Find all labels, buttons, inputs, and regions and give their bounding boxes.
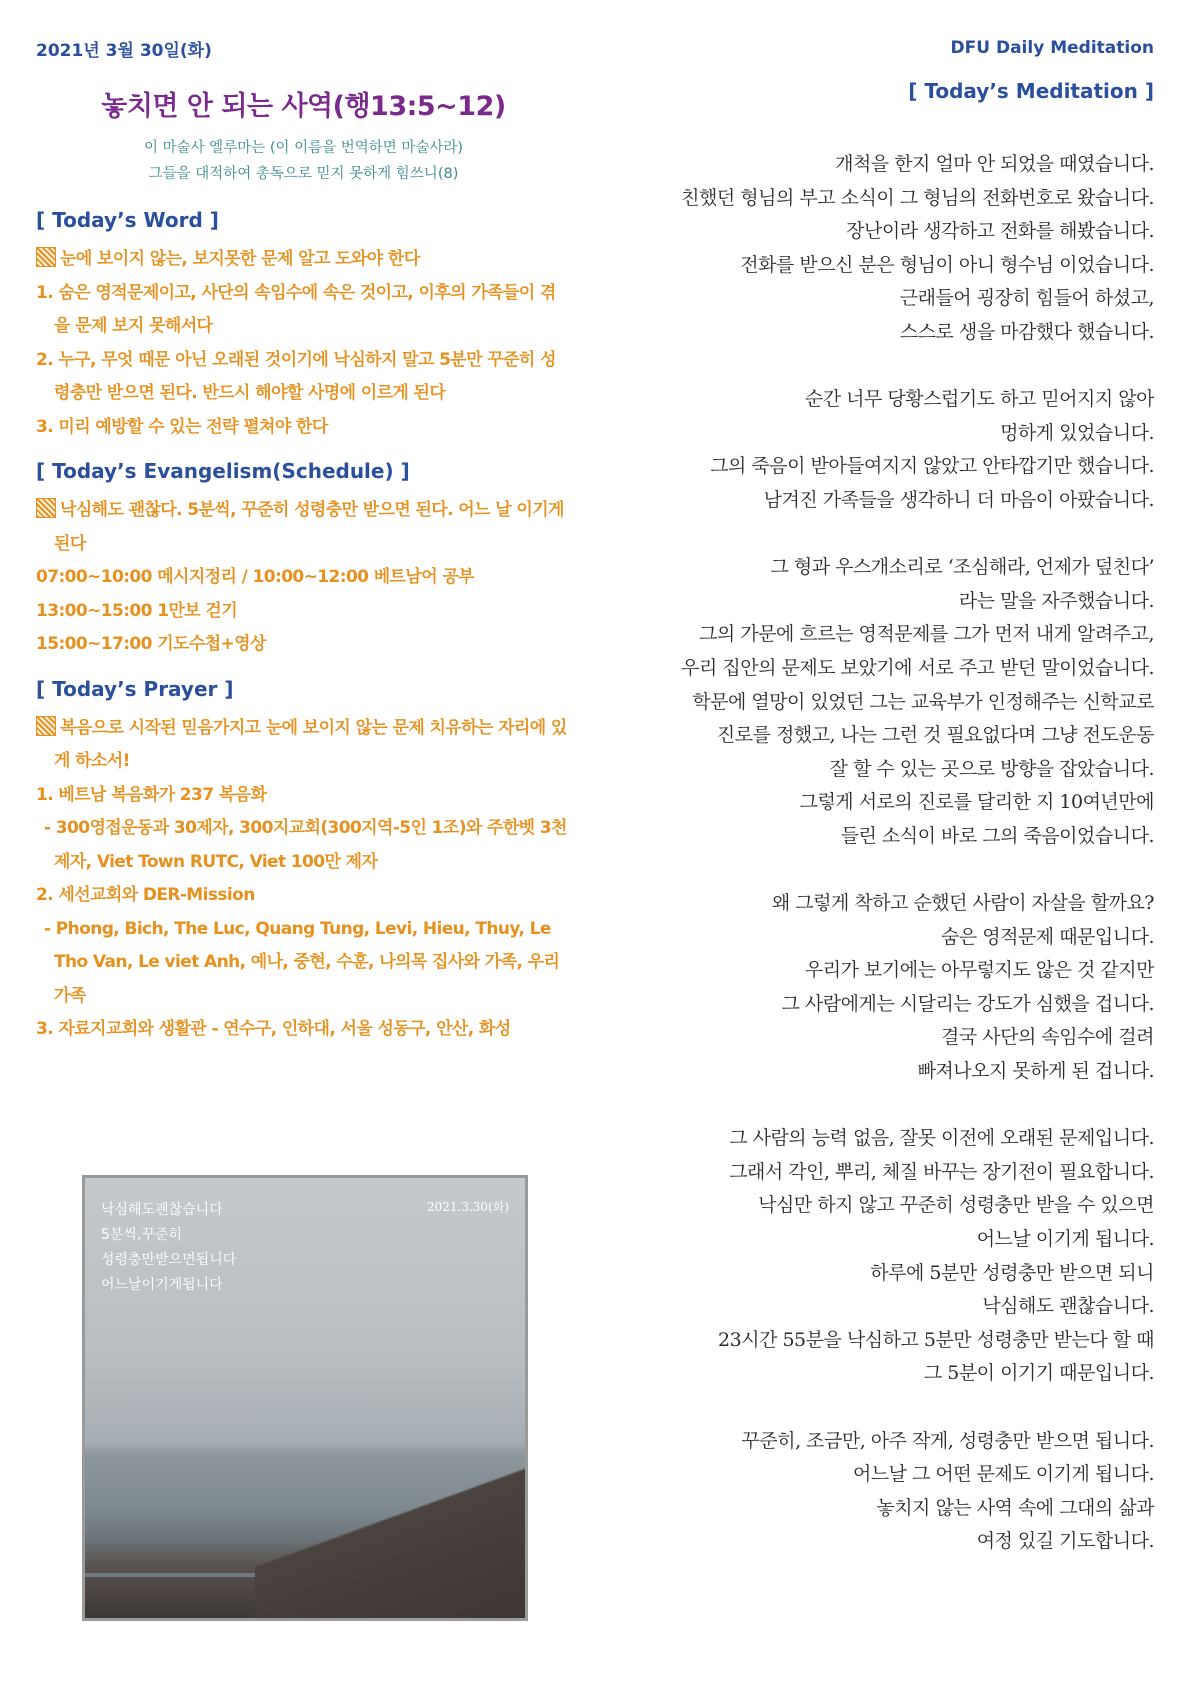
evangelism-section: [36, 494, 571, 662]
meditation-line: 그 5분이 이기기 때문입니다.: [923, 1362, 1154, 1385]
evangelism-highlight: [36, 494, 571, 561]
meditation-line: 그 사람에게는 시달리는 강도가 심했을 겁니다.: [781, 992, 1154, 1015]
meditation-line: 우리가 보기에는 아무렇지도 않은 것 같지만: [804, 959, 1154, 982]
prayer-section: [36, 712, 571, 1047]
meditation-paragraph: [544, 887, 1154, 1089]
photo-caption-line: 어느날이기게됩니다: [101, 1277, 223, 1293]
evangelism-heading: [ Today’s Evangelism(Schedule) ]: [36, 459, 410, 483]
meditation-line: 놓치지 않는 사역 속에 그대의 삶과: [876, 1496, 1154, 1519]
meditation-line: 그렇게 서로의 진로를 달리한 지 10여년만에: [799, 791, 1154, 814]
meditation-line: 전화를 받으신 분은 형님이 아니 형수님 이었습니다.: [740, 253, 1154, 276]
date-label: 2021년 3월 30일(화): [36, 41, 212, 61]
word-heading: [ Today’s Word ]: [36, 208, 219, 232]
meditation-line: 숨은 영적문제 때문입니다.: [940, 925, 1154, 948]
photo-caption-line: 5분씩,꾸준히: [101, 1227, 182, 1243]
meditation-line: 하루에 5분만 성령충만 받으면 되니: [870, 1261, 1154, 1284]
meditation-line: 친했던 형님의 부고 소식이 그 형님의 전화번호로 왔습니다.: [681, 186, 1154, 209]
meditation-body: [544, 148, 1154, 1559]
prayer-highlight-text: 복음으로 시작된 믿음가지고 눈에 보이지 않는 문제 치유하는 자리에 있게 하소서!: [54, 717, 567, 771]
hatch-square-icon: [36, 247, 56, 267]
meditation-paragraph: [544, 148, 1154, 350]
meditation-line: 그래서 각인, 뿌리, 체질 바꾸는 장기전이 필요합니다.: [729, 1160, 1154, 1183]
meditation-line: 라는 말을 자주했습니다.: [958, 589, 1154, 612]
meditation-line: 여정 있길 기도합니다.: [976, 1530, 1154, 1553]
prayer-item-title: 1. 베트남 복음화가 237 복음화: [36, 784, 267, 805]
meditation-line: 개척을 한지 얼마 안 되었을 때였습니다.: [835, 153, 1154, 175]
meditation-line: 어느날 이기게 됩니다.: [976, 1228, 1154, 1250]
photo-caption-line: 낙심해도괜찮습니다: [101, 1202, 223, 1218]
photo-date: 2021.3.30(화): [426, 1200, 509, 1214]
photo-caption: [101, 1198, 236, 1298]
prayer-heading: [ Today’s Prayer ]: [36, 676, 234, 701]
meditation-line: 꾸준히, 조금만, 아주 작게, 성령충만 받으면 됩니다.: [741, 1429, 1154, 1452]
meditation-line: 빠져나오지 못하게 된 겁니다.: [917, 1060, 1154, 1083]
verse-block: [36, 135, 571, 187]
meditation-line: 남겨진 가족들을 생각하니 더 마음이 아팠습니다.: [763, 488, 1154, 511]
meditation-line: 낙심만 하지 않고 꾸준히 성령충만 받을 수 있으면: [758, 1194, 1154, 1217]
prayer-item-sub: - 300영접운동과 30제자, 300지교회(300지역-5인 1조)와 주한벳 3천제자, Viet Town RUTC, Viet 100만 제자: [44, 818, 567, 872]
meditation-paragraph: [544, 383, 1154, 517]
left-column: [36, 84, 571, 1047]
meditation-line: 결국 사단의 속임수에 걸려: [940, 1026, 1154, 1049]
meditation-line: 그 사람의 능력 없음, 잘못 이전에 오래된 문제입니다.: [729, 1127, 1154, 1150]
schedule-item: 15:00~17:00 기도수첩+영상: [36, 634, 266, 654]
meditation-line: 우리 집안의 문제도 보았기에 서로 주고 받던 말이었습니다.: [681, 656, 1154, 679]
photo-caption-line: 성령충만받으면됩니다: [101, 1252, 237, 1268]
verse-line: 그들을 대적하여 총독으로 믿지 못하게 힘쓰니(8): [148, 166, 459, 182]
right-column: [544, 74, 1154, 1593]
prayer-highlight: [36, 712, 571, 779]
brand-label: DFU Daily Meditation: [950, 38, 1154, 58]
meditation-paragraph: [544, 1122, 1154, 1391]
verse-line: 이 마술사 엘루마는 (이 이름을 번역하면 마술사라): [143, 140, 464, 156]
prayer-item-title: 3. 자료지교회와 생활관 - 연수구, 인하대, 서울 성동구, 안산, 화성: [36, 1019, 511, 1039]
hatch-square-icon: [36, 716, 56, 736]
page-title: 놓치면 안 되는 사역(행13:5~12): [101, 91, 506, 122]
schedule-item: 07:00~10:00 메시지정리 / 10:00~12:00 베트남어 공부: [36, 567, 474, 587]
meditation-paragraph: [544, 551, 1154, 853]
schedule-item: 13:00~15:00 1만보 걷기: [36, 600, 238, 621]
evangelism-highlight-text: 낙심해도 괜찮다. 5분씩, 꾸준히 성령충만 받으면 된다. 어느 날 이기게 된다: [54, 500, 564, 554]
sea-photo: [82, 1175, 528, 1621]
meditation-line: 23시간 55분을 낙심하고 5분만 성령충만 받는다 할 때: [718, 1328, 1154, 1351]
meditation-line: 낙심해도 괜찮습니다.: [982, 1295, 1154, 1318]
word-section: [36, 243, 571, 444]
meditation-line: 스스로 생을 마감했다 했습니다.: [899, 320, 1154, 343]
meditation-line: 그의 가문에 흐르는 영적문제를 그가 먼저 내게 알려주고,: [699, 623, 1154, 646]
meditation-line: 장난이라 생각하고 전화를 해봤습니다.: [846, 220, 1154, 243]
meditation-paragraph: [544, 1425, 1154, 1559]
meditation-line: 순간 너무 당황스럽기도 하고 믿어지지 않아: [804, 388, 1154, 411]
word-highlight-text: 눈에 보이지 않는, 보지못한 문제 알고 도와야 한다: [60, 249, 420, 269]
hatch-square-icon: [36, 498, 56, 518]
meditation-line: 그의 죽음이 받아들여지지 않았고 안타깝기만 했습니다.: [710, 455, 1154, 478]
prayer-item-title: 2. 세선교회와 DER-Mission: [36, 885, 255, 905]
meditation-line: 학문에 열망이 있었던 그는 교육부가 인정해주는 신학교로: [692, 690, 1154, 713]
meditation-line: 잘 할 수 있는 곳으로 방향을 잡았습니다.: [829, 757, 1154, 780]
meditation-line: 왜 그렇게 착하고 순했던 사람이 자살을 할까요?: [771, 892, 1154, 915]
meditation-line: 진로를 정했고, 나는 그런 것 필요없다며 그냥 전도운동: [716, 724, 1154, 747]
meditation-line: 근래들어 굉장히 힘들어 하셨고,: [899, 287, 1154, 310]
meditation-line: 들린 소식이 바로 그의 죽음이었습니다.: [840, 824, 1154, 847]
prayer-item-sub: - Phong, Bich, The Luc, Quang Tung, Levi, Hieu, Thuy, Le Tho Van, Le viet Anh, 예나, 중현, 수훈, 나의목 집사와 가족, 우리 가족: [44, 918, 560, 1006]
meditation-heading: [ Today’s Meditation ]: [908, 79, 1154, 103]
word-item: 1. 숨은 영적문제이고, 사단의 속임수에 속은 것이고, 이후의 가족들이 겪을 문제 보지 못해서다: [36, 282, 556, 336]
meditation-line: 멍하게 있었습니다.: [1000, 421, 1154, 444]
meditation-line: 어느날 그 어떤 문제도 이기게 됩니다.: [852, 1463, 1154, 1486]
word-item: 3. 미리 예방할 수 있는 전략 펼쳐야 한다: [36, 416, 328, 437]
word-highlight: [36, 243, 571, 277]
photo-shore: [255, 1458, 528, 1618]
meditation-line: 그 형과 우스개소리로 ‘조심해라, 언제가 덮친다’: [770, 556, 1154, 579]
word-item: 2. 누구, 무엇 때문 아닌 오래된 것이기에 낙심하지 말고 5분만 꾸준히 성령충만 받으면 된다. 반드시 해야할 사명에 이르게 된다: [36, 349, 556, 403]
